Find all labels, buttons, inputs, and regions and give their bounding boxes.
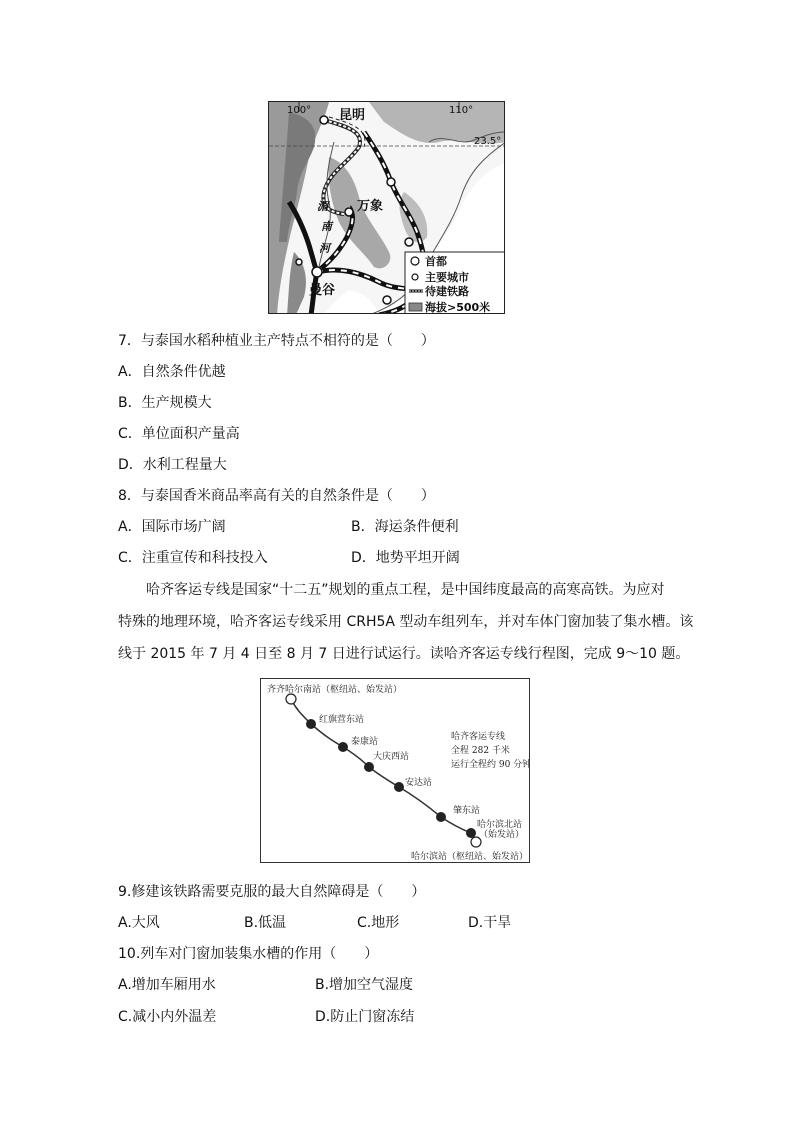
q7-option-c: C．单位面积产量高 — [118, 426, 240, 442]
railway-route-graphic — [261, 679, 530, 863]
q7-stem: 7．与泰国水稻种植业主产特点不相符的是（ ） — [118, 333, 435, 349]
station-anda: 安达站 — [405, 778, 433, 788]
lat-label: 23.5° — [474, 136, 502, 147]
city-bangkok: 曼谷 — [309, 283, 336, 298]
station-taikang: 泰康站 — [351, 737, 379, 747]
q10-stem: 10.列车对门窗加装集水槽的作用（ ） — [118, 946, 379, 962]
q7-option-b: B．生产规模大 — [118, 395, 212, 411]
lon-right-label: 110° — [449, 105, 474, 116]
q7-option-a: A．自然条件优越 — [118, 364, 226, 380]
q8-stem: 8．与泰国香米商品率高有关的自然条件是（ ） — [118, 488, 435, 504]
passage-line-2: 特殊的地理环境，哈齐客运专线采用 CRH5A 型动车组列车，并对车体门窗加装了集水槽。该 — [118, 614, 694, 630]
route-info-length: 全程 282 千米 — [451, 746, 510, 756]
q10-option-b: B.增加空气湿度 — [315, 977, 414, 993]
q8-option-b: B．海运条件便利 — [351, 519, 459, 535]
q10-option-c: C.减小内外温差 — [118, 1009, 217, 1025]
q8-option-a: A．国际市场广阔 — [118, 519, 226, 535]
q8-option-d: D．地势平坦开阔 — [351, 550, 460, 566]
q9-option-b: B.低温 — [244, 915, 287, 931]
city-vientiane: 万象 — [357, 199, 384, 214]
q9-option-a: A.大风 — [118, 915, 160, 931]
q9-option-d: D.干旱 — [468, 915, 512, 931]
river-char-3: 河 — [319, 242, 330, 255]
station-zhaodong: 肇东站 — [453, 806, 481, 816]
city-kunming: 昆明 — [339, 108, 366, 123]
station-harbin-north: 哈尔滨北站 — [477, 820, 523, 830]
q10-option-a: A.增加车厢用水 — [118, 977, 216, 993]
q10-option-d: D.防止门窗冻结 — [315, 1009, 415, 1025]
route-info-time: 运行全程约 90 分钟 — [451, 760, 531, 770]
station-harbin-north-note: （始发站） — [479, 830, 525, 840]
thailand-railway-map — [268, 101, 505, 314]
map-graphic — [269, 102, 505, 314]
q8-option-c: C．注重宣传和科技投入 — [118, 550, 268, 566]
lon-left-label: 100° — [287, 105, 312, 116]
q9-option-c: C.地形 — [357, 915, 400, 931]
station-qiqihar-south: 齐齐哈尔南站（枢纽站、始发站） — [267, 685, 403, 695]
station-hongqiying-east: 红旗营东站 — [319, 715, 365, 725]
legend-planned-railway: 待建铁路 — [425, 285, 469, 298]
river-char-1: 湄 — [317, 200, 328, 213]
legend-capital: 首都 — [425, 255, 447, 268]
legend-major-city: 主要城市 — [425, 271, 469, 284]
q9-stem: 9.修建该铁路需要克服的最大自然障碍是（ ） — [118, 884, 426, 900]
passage-line-1: 哈齐客运专线是国家“十二五”规划的重点工程，是中国纬度最高的高寒高铁。为应对 — [146, 582, 665, 598]
passage-line-3: 线于 2015 年 7 月 4 日至 8 月 7 日进行试运行。读哈齐客运专线行程图，完成 9～10 题。 — [118, 646, 690, 662]
route-info-title: 哈齐客运专线 — [451, 732, 506, 742]
legend-elevation: 海拔>500米 — [425, 301, 491, 314]
q7-option-d: D．水利工程量大 — [118, 457, 227, 473]
station-daqing-west: 大庆西站 — [373, 752, 410, 762]
railway-route-diagram — [260, 678, 530, 863]
river-char-2: 南 — [321, 220, 332, 233]
station-harbin: 哈尔滨站（枢纽站、始发站） — [411, 852, 529, 862]
